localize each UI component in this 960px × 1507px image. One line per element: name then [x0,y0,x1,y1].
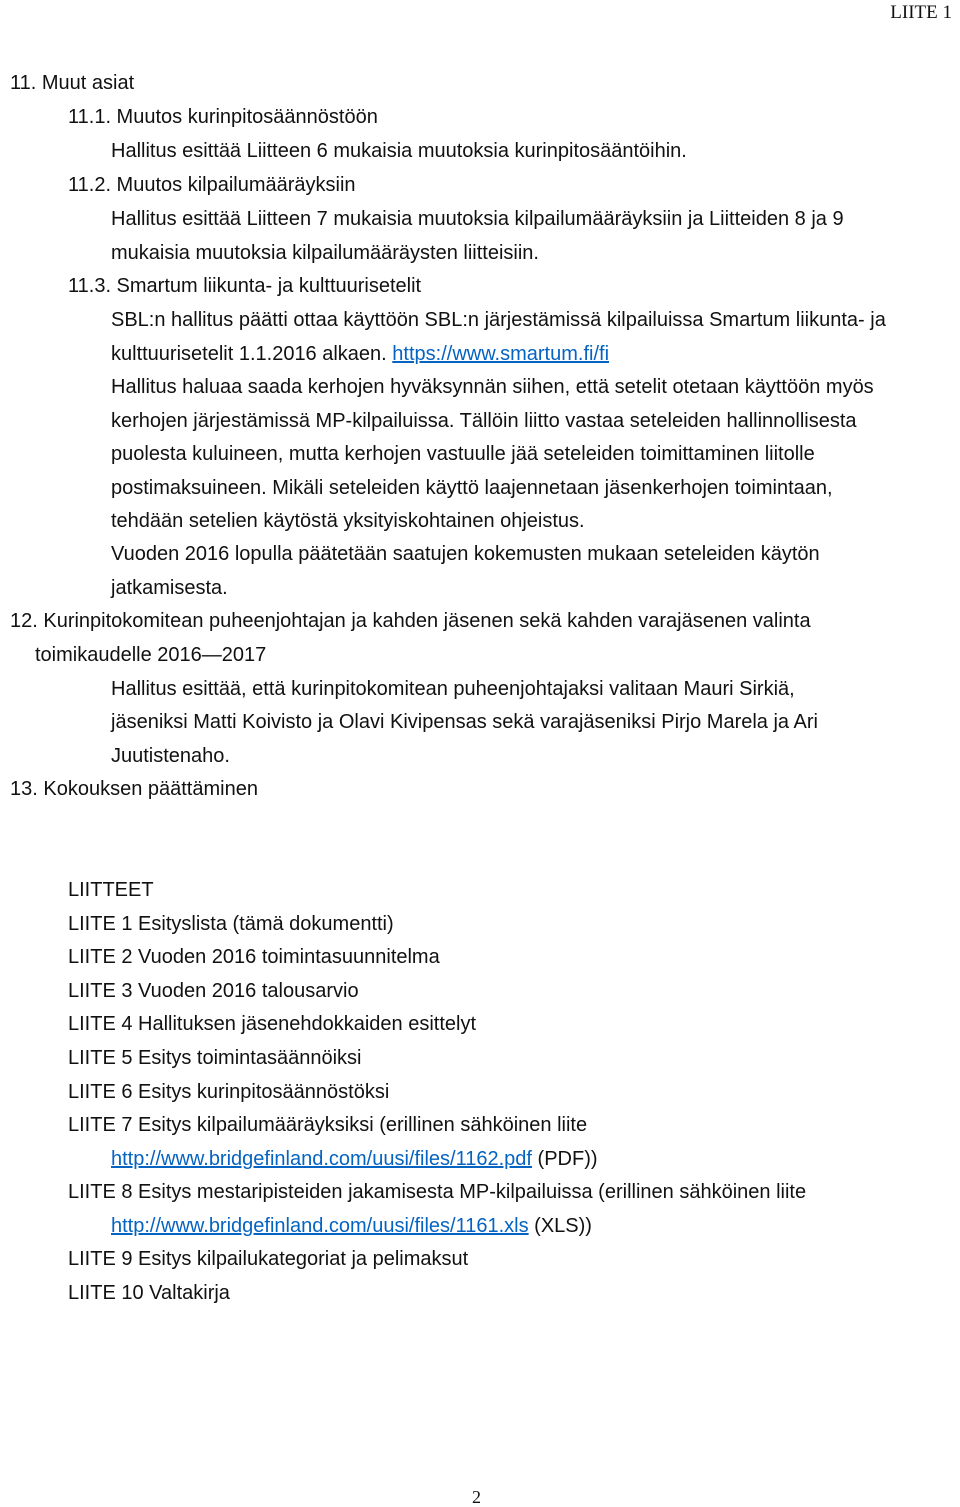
section-11-2-heading: 11.2. Muutos kilpailumääräyksiin [68,174,356,196]
attachment-7-link[interactable]: http://www.bridgefinland.com/uusi/files/1162.pdf [111,1148,532,1170]
page-number: 2 [472,1487,481,1507]
attachment-item: LIITE 1 Esityslista (tämä dokumentti) [68,913,394,935]
attachment-item: LIITE 5 Esitys toimintasäännöiksi [68,1047,362,1069]
section-11-3-text-line: Hallitus haluaa saada kerhojen hyväksynnän siihen, että setelit otetaan käyttöön myös [111,376,874,398]
section-11-3-text-line [111,341,609,367]
attachment-item: LIITE 8 Esitys mestaripisteiden jakamisesta MP-kilpailuissa (erillinen sähköinen liite [68,1181,807,1203]
section-11-1-heading: 11.1. Muutos kurinpitosäännöstöön [68,106,378,128]
section-11-2-body-line: Hallitus esittää Liitteen 7 mukaisia muutoksia kilpailumääräyksiin ja Liitteiden 8 ja 9 [111,208,844,230]
section-11-3-text-line: kerhojen järjestämissä MP-kilpailuissa. Tällöin liitto vastaa seteleiden hallinnollisesta [111,410,857,432]
section-12-body-line: Hallitus esittää, että kurinpitokomitean puheenjohtajaksi valitaan Mauri Sirkiä, [111,678,795,700]
attachments-heading: LIITTEET [68,879,154,901]
attachment-item: LIITE 4 Hallituksen jäsenehdokkaiden esittelyt [68,1013,477,1035]
attachment-item: LIITE 6 Esitys kurinpitosäännöstöksi [68,1081,390,1103]
section-11-3-text-line: postimaksuineen. Mikäli seteleiden käyttö laajennetaan jäsenkerhojen toimintaan, [111,477,833,499]
section-11-3-text-line: Vuoden 2016 lopulla päätetään saatujen kokemusten mukaan seteleiden käytön [111,543,820,565]
attachment-item: LIITE 2 Vuoden 2016 toimintasuunnitelma [68,946,440,968]
attachment-item: LIITE 7 Esitys kilpailumääräyksiksi (erillinen sähköinen liite [68,1114,588,1136]
section-12-title-line: toimikaudelle 2016—2017 [35,644,267,666]
attachment-8-link[interactable]: http://www.bridgefinland.com/uusi/files/1161.xls [111,1215,529,1237]
section-12-body-line: Juutistenaho. [111,745,230,767]
header-label: LIITE 1 [890,2,952,23]
section-11-3-heading: 11.3. Smartum liikunta- ja kulttuurisetelit [68,275,422,297]
section-11-1-body: Hallitus esittää Liitteen 6 mukaisia muutoksia kurinpitosääntöihin. [111,140,687,162]
section-11-3-text-line: tehdään setelien käytöstä yksityiskohtainen ohjeistus. [111,510,585,532]
attachment-7-suffix: (PDF)) [531,1148,598,1170]
attachment-item: LIITE 3 Vuoden 2016 talousarvio [68,980,359,1002]
section-11-3-text: kulttuurisetelit 1.1.2016 alkaen. [111,343,387,365]
attachment-item: LIITE 10 Valtakirja [68,1282,230,1304]
section-11-title: 11. Muut asiat [10,72,135,94]
attachment-item: LIITE 9 Esitys kilpailukategoriat ja pelimaksut [68,1248,469,1270]
section-11-3-text-line: puolesta kuluineen, mutta kerhojen vastuulle jää seteleiden toimittaminen liitolle [111,443,815,465]
section-12-body-line: jäseniksi Matti Koivisto ja Olavi Kivipensas sekä varajäseniksi Pirjo Marela ja Ari [111,711,818,733]
section-12-title-line: 12. Kurinpitokomitean puheenjohtajan ja kahden jäsenen sekä kahden varajäsenen valinta [10,610,811,632]
section-11-3-text-line: SBL:n hallitus päätti ottaa käyttöön SBL:n järjestämissä kilpailuissa Smartum liikunta- ja [111,309,886,331]
smartum-link[interactable]: https://www.smartum.fi/fi [392,343,610,365]
attachment-link-line [111,1213,592,1239]
section-11-3-text-line: jatkamisesta. [111,577,228,599]
attachment-8-suffix: (XLS)) [528,1215,592,1237]
section-13-title: 13. Kokouksen päättäminen [10,778,258,800]
attachment-link-line [111,1146,598,1172]
section-11-2-body-line: mukaisia muutoksia kilpailumääräysten liitteisiin. [111,242,539,264]
